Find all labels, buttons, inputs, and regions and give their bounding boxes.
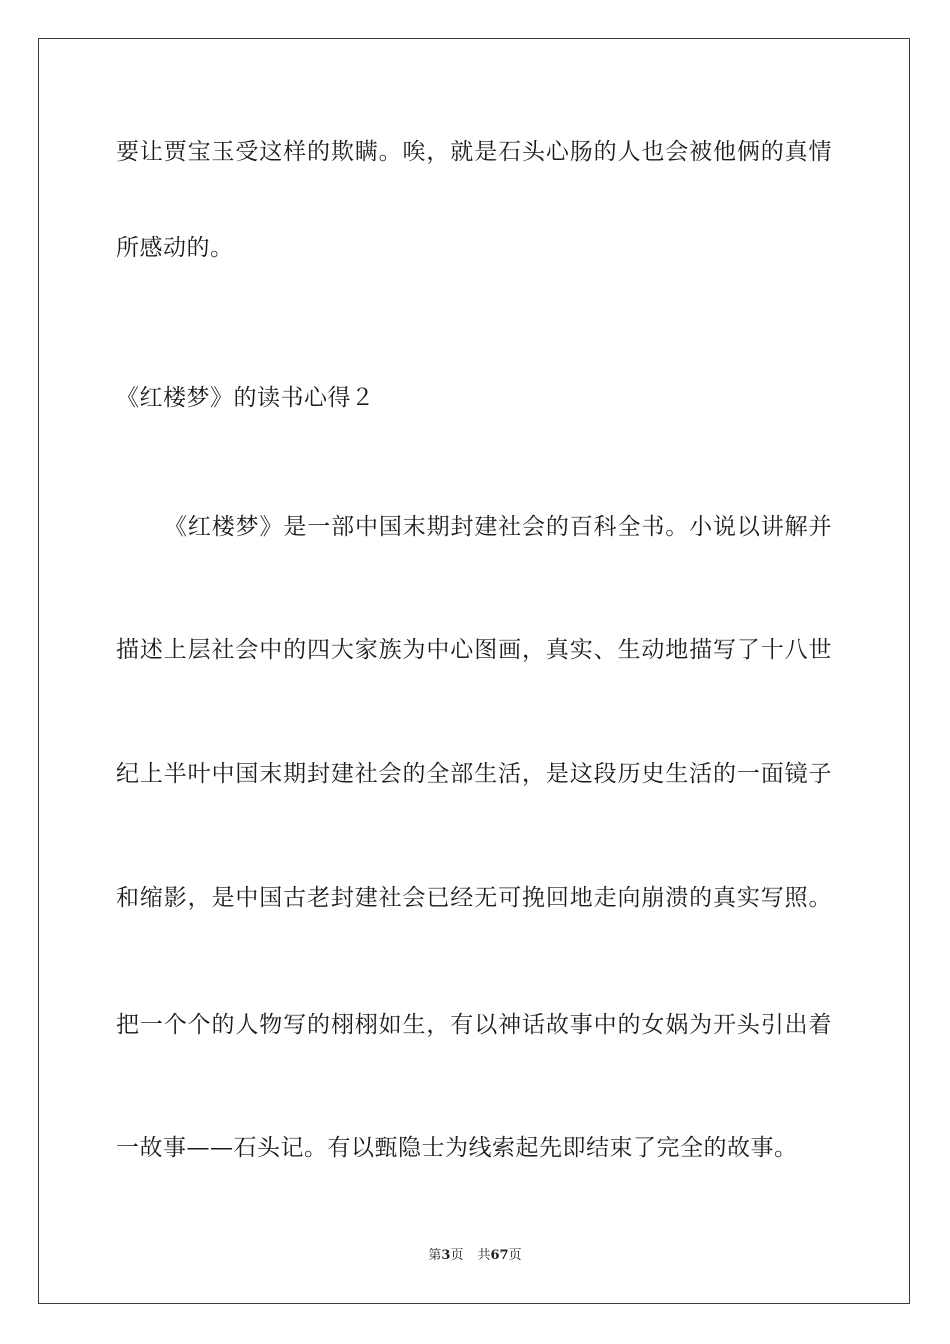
page-number: 3: [441, 1248, 451, 1263]
page-suffix: 页: [450, 1248, 464, 1263]
total-prefix: 共: [477, 1248, 491, 1263]
text-line-7: 和缩影，是中国古老封建社会已经无可挽回地走向崩溃的真实写照。: [116, 885, 832, 911]
text-line-8: 把一个个的人物写的栩栩如生，有以神话故事中的女娲为开头引出着: [116, 1012, 832, 1038]
page-footer: [0, 1247, 950, 1265]
total-suffix: 页: [508, 1248, 522, 1263]
text-line-1: 要让贾宝玉受这样的欺瞒。唉，就是石头心肠的人也会被他俩的真情: [116, 139, 832, 165]
section-heading: 《红楼梦》的读书心得２: [116, 385, 375, 411]
text-line-9: 一故事——石头记。有以甄隐士为线索起先即结束了完全的故事。: [116, 1135, 798, 1161]
page-border: [38, 38, 910, 1304]
text-line-2: 所感动的。: [116, 235, 234, 261]
page-prefix: 第: [428, 1248, 442, 1263]
page-total: 67: [490, 1248, 509, 1263]
text-line-6: 纪上半叶中国末期封建社会的全部生活，是这段历史生活的一面镜子: [116, 761, 832, 787]
text-line-5: 描述上层社会中的四大家族为中心图画，真实、生动地描写了十八世: [116, 637, 832, 663]
text-line-4: 《红楼梦》是一部中国末期封建社会的百科全书。小说以讲解并: [164, 514, 832, 540]
